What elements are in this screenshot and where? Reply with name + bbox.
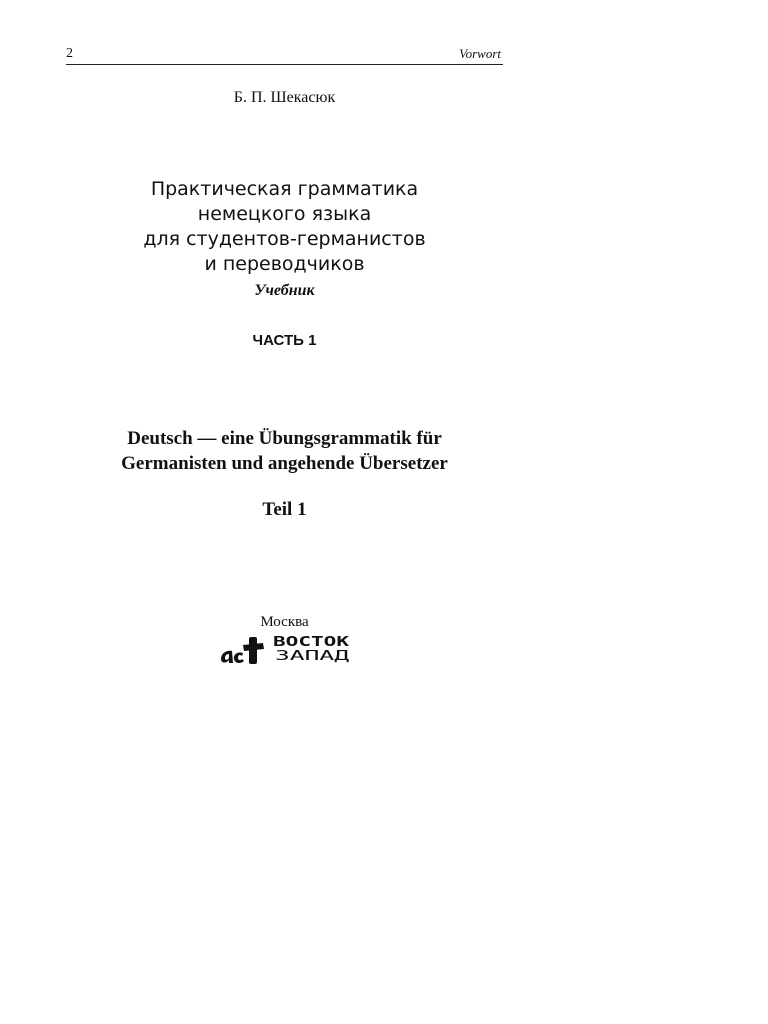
publication-city: Москва	[260, 614, 309, 630]
running-head: Vorwort	[459, 46, 501, 61]
part-label-ru: ЧАСТЬ 1	[252, 332, 317, 349]
title-ru-line-2: немецкого языка	[197, 203, 372, 225]
author-name: Б. П. Шекасюк	[233, 89, 336, 106]
title-ru-line-3: для студентов-германистов	[143, 228, 426, 250]
page-header	[66, 46, 503, 65]
logo-line-1: ВОСТОК	[273, 635, 350, 650]
book-type-subtitle: Учебник	[254, 282, 315, 299]
ast-vostok-zapad-logo	[219, 633, 354, 665]
logo-line-2: ЗАПАД	[275, 649, 350, 664]
title-de	[66, 426, 503, 476]
part-label-de: Teil 1	[262, 499, 307, 520]
title-ru	[66, 177, 503, 277]
title-de-line-2: Germanisten und angehende Übersetzer	[121, 453, 448, 474]
title-de-line-1: Deutsch — eine Übungsgrammatik für	[127, 428, 442, 449]
title-ru-line-1: Практическая грамматика	[150, 178, 419, 200]
title-ru-line-4: и переводчиков	[204, 253, 365, 275]
page-number: 2	[66, 46, 73, 61]
